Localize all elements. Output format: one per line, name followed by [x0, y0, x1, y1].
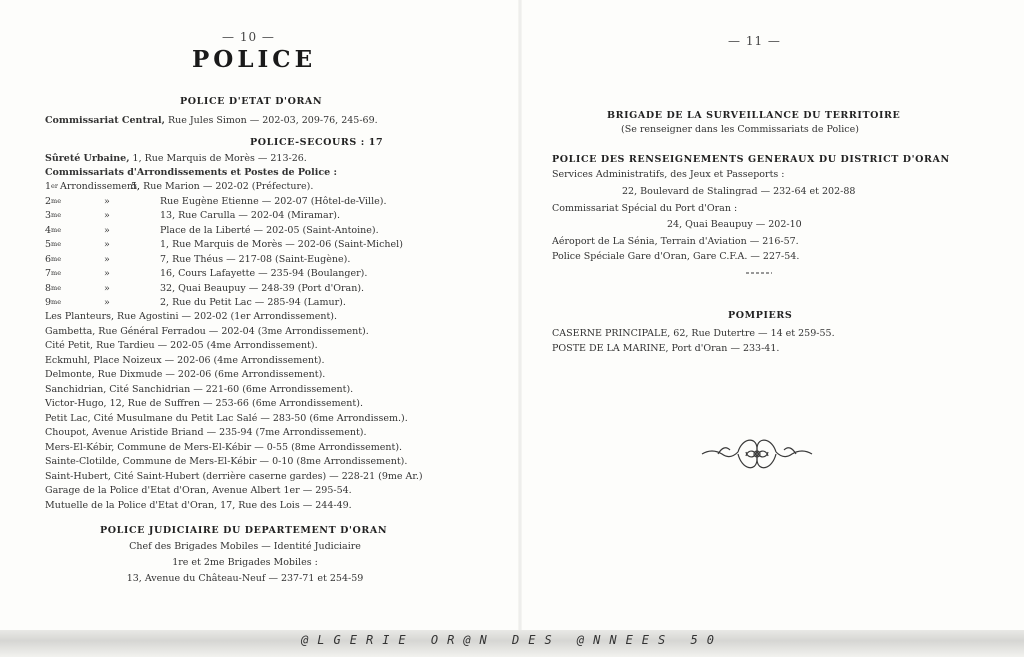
poste-line: Victor-Hugo, 12, Rue de Suffren — 253-66 (6me Arrondissement).: [45, 398, 363, 409]
rg-heading: POLICE DES RENSEIGNEMENTS GENERAUX DU DISTRICT D'ORAN: [552, 154, 950, 165]
rg-line: Services Administratifs, des Jeux et Passeports :: [552, 169, 785, 180]
pj-line: Chef des Brigades Mobiles — Identité Judiciaire: [129, 541, 361, 552]
rg-line: Aéroport de La Sénia, Terrain d'Aviation — 216-57.: [552, 236, 799, 247]
page-number-left: — 10 —: [222, 30, 275, 44]
commissariat-central-text: Rue Jules Simon — 202-03, 209-76, 245-69.: [167, 115, 378, 126]
watermark-footer: @LGERIE OR@N DES @NNEES 50: [301, 633, 723, 647]
arrondissement-ordinal: $5^{me}$: [45, 239, 62, 250]
poste-line: Les Planteurs, Rue Agostini — 202-02 (1er Arrondissement).: [45, 311, 338, 322]
poste-line: Garage de la Police d'Etat d'Oran, Avenue Albert 1er — 295-54.: [45, 485, 352, 496]
pompiers-line: CASERNE PRINCIPALE, 62, Rue Dutertre — 14 et 259-55.: [552, 328, 835, 339]
commissariat-central-label: Commissariat Central,: [45, 115, 165, 126]
pj-line: 1re et 2me Brigades Mobiles :: [172, 557, 318, 568]
poste-line: Saint-Hubert, Cité Saint-Hubert (derrière caserne gardes) — 228-21 (9me Ar.): [45, 470, 423, 482]
poste-line: Mutuelle de la Police d'Etat d'Oran, 17, Rue des Lois — 244-49.: [45, 499, 352, 511]
poste-line: Sainte-Clotilde, Commune de Mers-El-Kébir — 0-10 (8me Arrondissement).: [45, 456, 408, 467]
arrondissement-ordinal: $6^{me}$: [45, 253, 62, 265]
arrondissement-ordinal: $3^{me}$: [45, 210, 62, 221]
surete-urbaine-line: [45, 153, 307, 165]
arrondissement-ordinal: $9^{me}$: [45, 297, 62, 308]
surete-urbaine-label: Sûreté Urbaine,: [45, 153, 130, 164]
bst-heading: BRIGADE DE LA SURVEILLANCE DU TERRITOIRE: [607, 110, 901, 121]
arrondissement-label: »: [104, 282, 110, 294]
poste-line: Petit Lac, Cité Musulmane du Petit Lac Salé — 283-50 (6me Arrondissem.).: [45, 412, 408, 424]
rg-line: Commissariat Spécial du Port d'Oran :: [552, 203, 738, 214]
arrondissement-label: Arrondissement,: [60, 181, 140, 192]
pompiers-heading: POMPIERS: [728, 310, 793, 321]
arrondissement-label: »: [104, 224, 110, 236]
bst-subtitle: (Se renseigner dans les Commissariats de Police): [621, 124, 859, 135]
police-judiciaire-heading: POLICE JUDICIAIRE DU DEPARTEMENT D'ORAN: [100, 525, 388, 536]
arrondissement-ordinal: 1er: [45, 181, 59, 192]
small-dash-ornament: [744, 268, 774, 278]
arrondissement-label: »: [104, 253, 110, 265]
rg-line: 24, Quai Beaupuy — 202-10: [667, 219, 802, 230]
arrondissement-text: 13, Rue Carulla — 202-04 (Miramar).: [160, 210, 340, 221]
arrondissement-text: 7, Rue Théus — 217-08 (Saint-Eugène).: [160, 253, 351, 265]
arrondissement-ordinal: $8^{me}$: [45, 282, 62, 294]
arrondissement-label: »: [104, 297, 110, 308]
page-number-right: — 11 —: [728, 34, 781, 48]
rg-line: Police Spéciale Gare d'Oran, Gare C.F.A. — 227-54.: [552, 251, 800, 262]
arrondissement-label: »: [104, 239, 110, 250]
commissariat-central-line: [45, 115, 378, 127]
arrondissement-text: 2, Rue du Petit Lac — 285-94 (Lamur).: [160, 297, 346, 308]
pompiers-line: POSTE DE LA MARINE, Port d'Oran — 233-41.: [552, 343, 780, 354]
poste-line: Gambetta, Rue Général Ferradou — 202-04 (3me Arrondissement).: [45, 325, 369, 337]
commissariats-heading: Commissariats d'Arrondissements et Postes de Police :: [45, 167, 337, 178]
arrondissement-ordinal: $4^{me}$: [45, 224, 62, 236]
arrondissement-text: Rue Eugène Etienne — 202-07 (Hôtel-de-Ville).: [160, 195, 387, 207]
page-title: POLICE: [192, 46, 317, 73]
poste-line: Cité Petit, Rue Tardieu — 202-05 (4me Arrondissement).: [45, 340, 318, 351]
scroll-ornament-icon: [698, 430, 816, 476]
poste-line: Mers-El-Kébir, Commune de Mers-El-Kébir — 0-55 (8me Arrondissement).: [45, 441, 403, 453]
arrondissement-text: 16, Cours Lafayette — 235-94 (Boulanger).: [160, 268, 368, 279]
left-page: [0, 0, 520, 630]
poste-line: Eckmuhl, Place Noizeux — 202-06 (4me Arrondissement).: [45, 354, 325, 366]
arrondissement-ordinal: $7^{me}$: [45, 268, 62, 279]
arrondissement-text: 5, Rue Marion — 202-02 (Préfecture).: [131, 181, 314, 192]
pj-line: 13, Avenue du Château-Neuf — 237-71 et 254-59: [126, 573, 364, 584]
arrondissement-label: »: [104, 210, 110, 221]
poste-line: Sanchidrian, Cité Sanchidrian — 221-60 (6me Arrondissement).: [45, 383, 354, 395]
arrondissement-label: »: [104, 195, 110, 207]
police-secours-heading: POLICE-SECOURS : 17: [250, 137, 384, 148]
arrondissement-ordinal: $2^{me}$: [45, 195, 62, 207]
poste-line: Delmonte, Rue Dixmude — 202-06 (6me Arrondissement).: [45, 369, 326, 380]
arrondissement-label: »: [104, 268, 110, 279]
rg-line: 22, Boulevard de Stalingrad — 232-64 et 202-88: [622, 186, 856, 197]
surete-urbaine-text: 1, Rue Marquis de Morès — 213-26.: [132, 153, 307, 164]
arrondissement-text: 32, Quai Beaupuy — 248-39 (Port d'Oran).: [160, 282, 365, 294]
arrondissement-text: 1, Rue Marquis de Morès — 202-06 (Saint-Michel): [160, 239, 403, 250]
section-heading-police-etat: POLICE D'ETAT D'ORAN: [180, 96, 323, 107]
arrondissement-text: Place de la Liberté — 202-05 (Saint-Antoine).: [160, 224, 379, 236]
poste-line: Choupot, Avenue Aristide Briand — 235-94 (7me Arrondissement).: [45, 427, 367, 438]
right-page: [520, 0, 1024, 630]
